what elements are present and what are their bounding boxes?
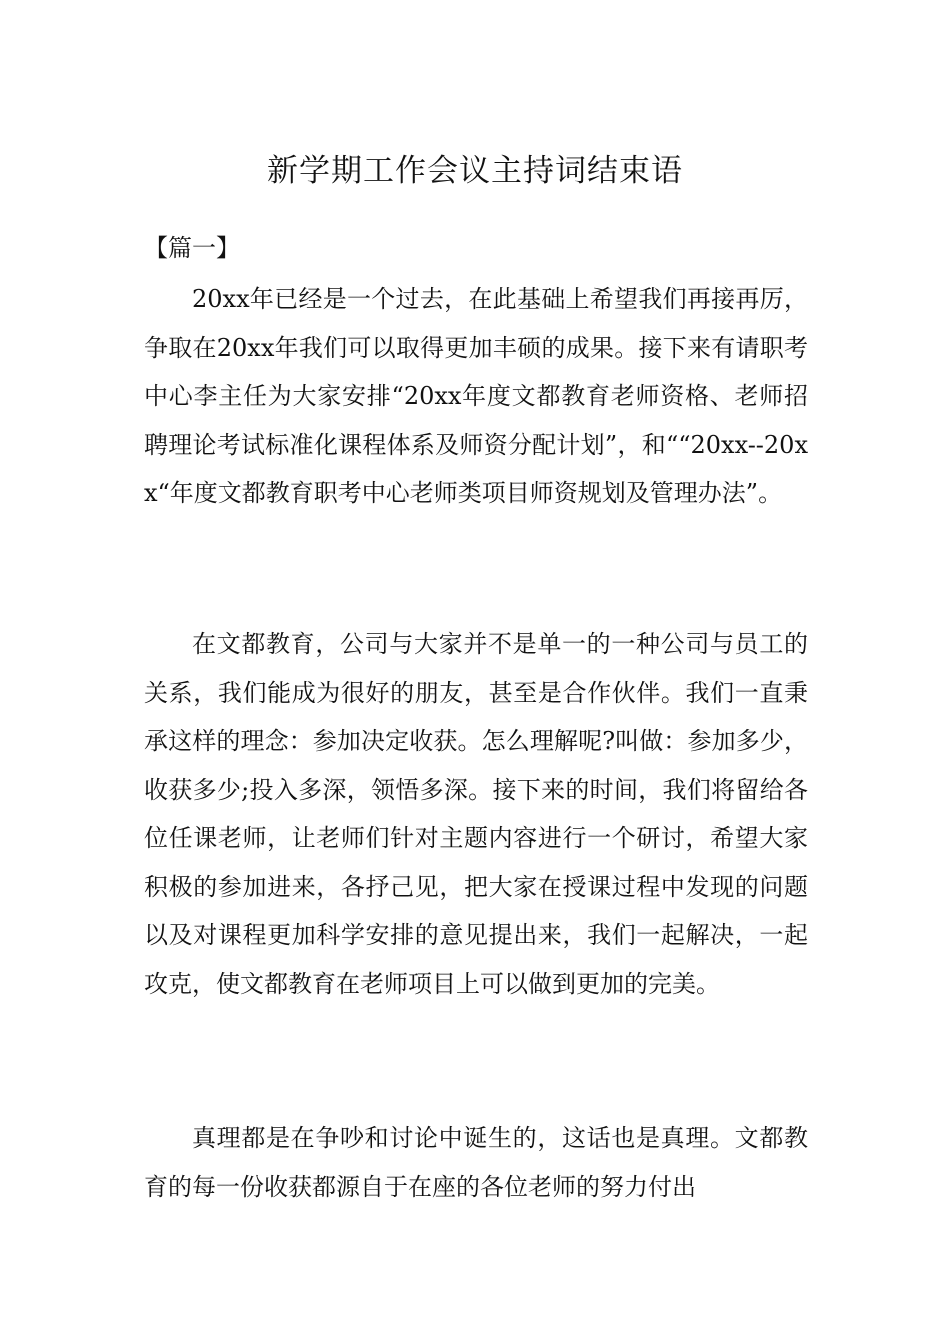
paragraph-2: 在文都教育，公司与大家并不是单一的一种公司与员工的关系，我们能成为很好的朋友，甚至是合作伙伴。我们一直秉承这样的理念：参加决定收获。怎么理解呢?叫做：参加多少，收获多少;投入多深，领悟多深。接下来的时间，我们将留给各位任课老师，让老师们针对主题内容进行一个研讨，希望大家积极的参加进来，各抒己见，把大家在授课过程中发现的问题以及对课程更加科学安排的意见提出来，我们一起解决，一起攻克，使文都教育在老师项目上可以做到更加的完美。	[144, 630, 808, 998]
paragraph-1: 20xx年已经是一个过去，在此基础上希望我们再接再厉，争取在20xx年我们可以取得更加丰硕的成果。接下来有请职考中心李主任为大家安排“20xx年度文都教育老师资格、老师招聘理论考试标准化课程体系及师资分配计划”，和““20xx--20xx“年度文都教育职考中心老师类项目师资规划及管理办法”。	[144, 285, 808, 507]
document-title: 新学期工作会议主持词结束语	[267, 152, 683, 189]
paragraph-3: 真理都是在争吵和讨论中诞生的，这话也是真理。文都教育的每一份收获都源自于在座的各位老师的努力付出	[144, 1124, 808, 1201]
section-label: 【篇一】	[144, 234, 240, 262]
